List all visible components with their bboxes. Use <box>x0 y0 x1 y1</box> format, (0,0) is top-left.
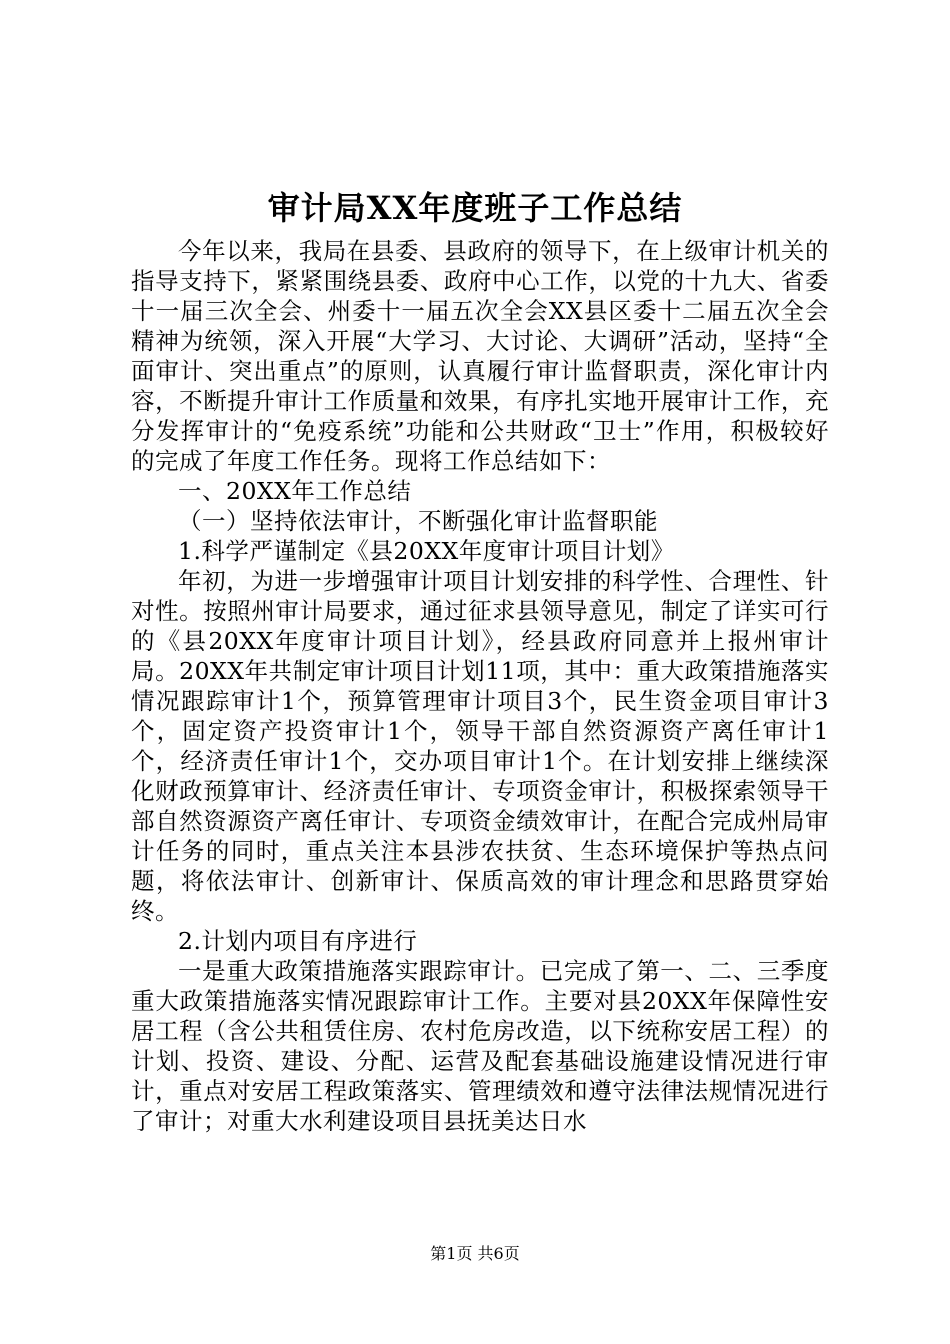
document-title: 审计局XX年度班子工作总结 <box>267 189 683 227</box>
page-number-footer: 第1页 共6页 <box>430 1244 520 1263</box>
document-body <box>131 236 829 1136</box>
heading-item-1: 1.科学严谨制定《县20XX年度审计项目计划》 <box>178 537 675 565</box>
paragraph-tracking-audit: 一是重大政策措施落实跟踪审计。已完成了第一、二、三季度重大政策措施落实情况跟踪审计工作。主要对县20XX年保障性安居工程（含公共租赁住房、农村危房改造，以下统称安居工程）的计划、投资、建设、分配、运营及配套基础设施建设情况进行审计，重点对安居工程政策落实、管理绩效和遵守法律法规情况进行了审计；对重大水利建设项目县抚美达日水 <box>131 957 829 1135</box>
paragraph-plan: 年初，为进一步增强审计项目计划安排的科学性、合理性、针对性。按照州审计局要求，通过征求县领导意见，制定了详实可行的《县20XX年度审计项目计划》，经县政府同意并上报州审计局。20XX年共制定审计项目计划11项，其中：重大政策措施落实情况跟踪审计1个，预算管理审计项目3个，民生资金项目审计3个，固定资产投资审计1个，领导干部自然资源资产离任审计1个，经济责任审计1个，交办项目审计1个。在计划安排上继续深化财政预算审计、经济责任审计、专项资金审计，积极探索领导干部自然资源资产离任审计、专项资金绩效审计，在配合完成州局审计任务的同时，重点关注本县涉农扶贫、生态环境保护等热点问题，将依法审计、创新审计、保质高效的审计理念和思路贯穿始终。 <box>131 567 829 925</box>
heading-subsection-1: （一）坚持依法审计，不断强化审计监督职能 <box>178 507 658 535</box>
paragraph-intro: 今年以来，我局在县委、县政府的领导下，在上级审计机关的指导支持下，紧紧围绕县委、政府中心工作，以党的十九大、省委十一届三次全会、州委十一届五次全会XX县区委十二届五次全会精神为统领，深入开展“大学习、大讨论、大调研”活动，坚持“全面审计、突出重点”的原则，认真履行审计监督职责，深化审计内容，不断提升审计工作质量和效果，有序扎实地开展审计工作，充分发挥审计的“免疫系统”功能和公共财政“卫士”作用，积极较好的完成了年度工作任务。现将工作总结如下： <box>131 237 829 475</box>
heading-section-1: 一、20XX年工作总结 <box>178 477 412 505</box>
heading-item-2: 2.计划内项目有序进行 <box>178 927 418 955</box>
